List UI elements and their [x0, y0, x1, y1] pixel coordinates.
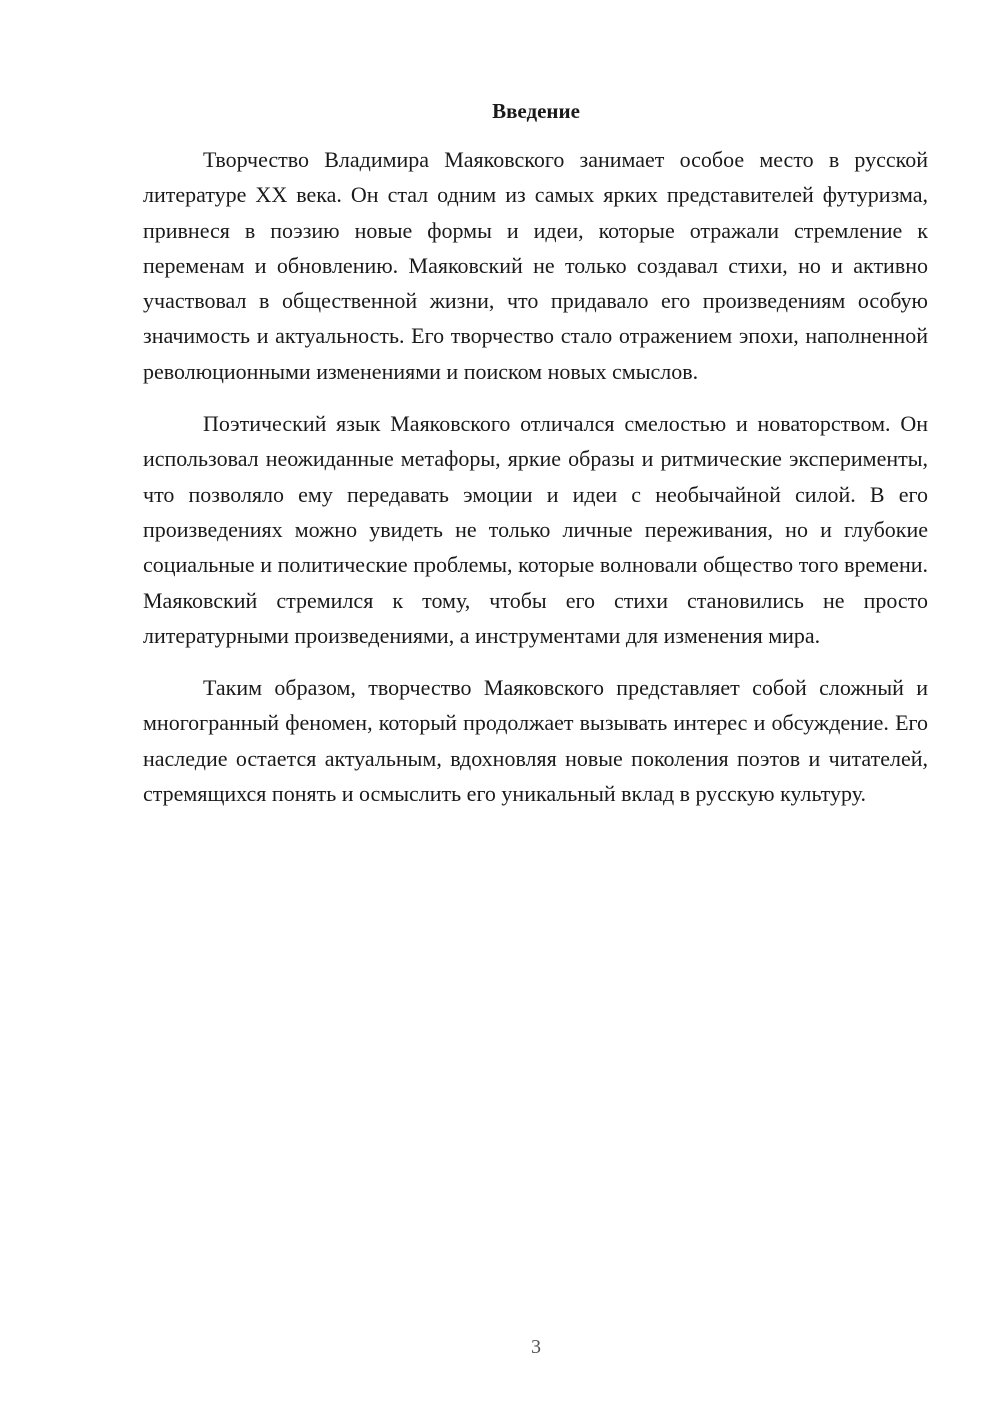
- body-text: [143, 142, 928, 828]
- section-heading: Введение: [492, 99, 580, 123]
- page-number: 3: [531, 1336, 541, 1358]
- paragraph-3: Таким образом, творчество Маяковского представляет собой сложный и многогранный феномен, который продолжает вызывать интерес и обсуждение. Его наследие остается актуальным, вдохновляя новые поколения поэтов и читателей, стремящихся понять и осмыслить его уникальный вклад в русскую культуру.: [143, 675, 928, 807]
- paragraph-2: Поэтический язык Маяковского отличался смелостью и новаторством. Он использовал неожиданные метафоры, яркие образы и ритмические эксперименты, что позволяло ему передавать эмоции и идеи с необычайной силой. В его произведениях можно увидеть не только личные переживания, но и глубокие социальные и политические проблемы, которые волновали общество того времени. Маяковский стремился к тому, чтобы его стихи становились не просто литературными произведениями, а инструментами для изменения мира.: [143, 411, 928, 648]
- paragraph-1: Творчество Владимира Маяковского занимает особое место в русской литературе XX века. Он стал одним из самых ярких представителей футуризма, привнеся в поэзию новые формы и идеи, которые отражали стремление к переменам и обновлению. Маяковский не только создавал стихи, но и активно участвовал в общественной жизни, что придавало его произведениям особую значимость и актуальность. Его творчество стало отражением эпохи, наполненной революционными изменениями и поиском новых смыслов.: [143, 147, 928, 384]
